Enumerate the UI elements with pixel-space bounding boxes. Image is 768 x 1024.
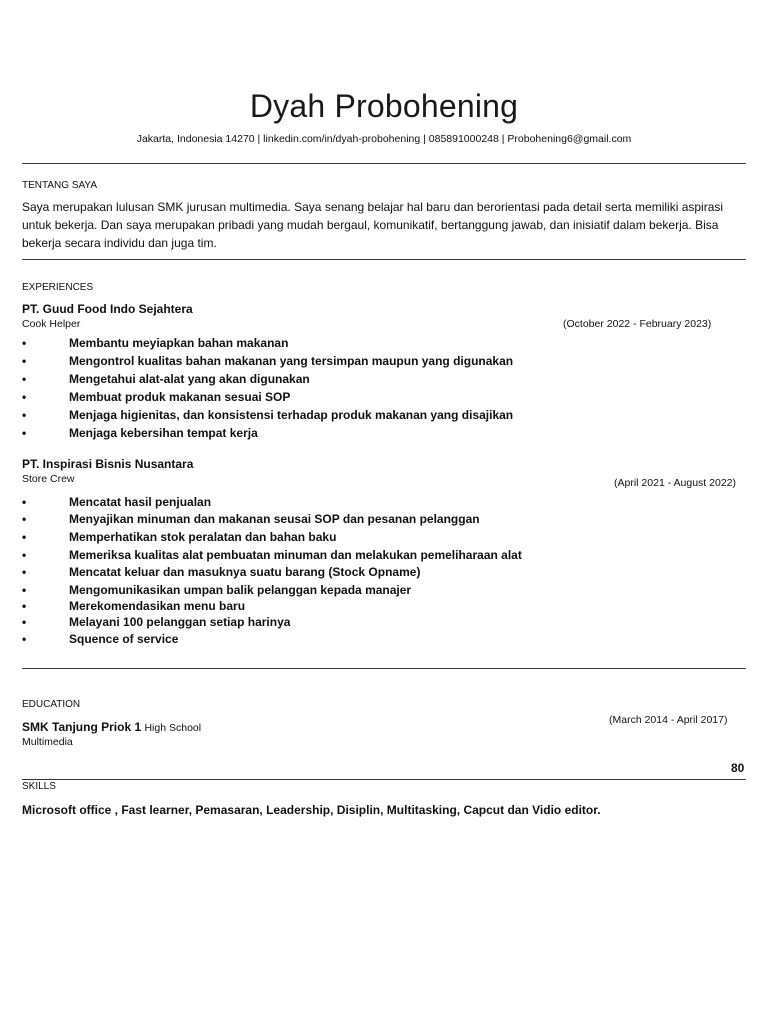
school-level: High School	[144, 722, 202, 734]
job-dates: (October 2022 - February 2023)	[563, 318, 712, 330]
about-heading: TENTANG SAYA	[22, 180, 98, 191]
duty-text: Memeriksa kualitas alat pembuatan minuman dan melakukan pemeliharaan alat	[69, 548, 522, 562]
job-company: PT. Guud Food Indo Sejahtera	[22, 302, 193, 316]
education-entry	[22, 720, 201, 734]
job-role: Store Crew	[22, 473, 75, 485]
bullet: •	[22, 632, 27, 646]
duty-text: Menjaga higienitas, dan konsistensi terhadap produk makanan yang disajikan	[69, 408, 514, 422]
education-major: Multimedia	[22, 736, 73, 748]
duty-text: Mengomunikasikan umpan balik pelanggan kepada manajer	[69, 583, 412, 597]
divider	[22, 163, 746, 164]
duty-text: Mencatat hasil penjualan	[69, 495, 212, 509]
job-role: Cook Helper	[22, 318, 81, 330]
bullet: •	[22, 495, 27, 509]
duty-text: Mengontrol kualitas bahan makanan yang tersimpan maupun yang digunakan	[69, 354, 514, 368]
bullet: •	[22, 615, 27, 629]
bullet: •	[22, 426, 27, 440]
duty-text: Menyajikan minuman dan makanan seusai SOP dan pesanan pelanggan	[69, 512, 480, 526]
contact-line: Jakarta, Indonesia 14270 | linkedin.com/in/dyah-probohening | 085891000248 | Probohening6@gmail.com	[136, 133, 632, 145]
job-dates: (April 2021 - August 2022)	[614, 477, 736, 489]
duty-text: Mengetahui alat-alat yang akan digunakan	[69, 372, 310, 386]
duty-text: Squence of service	[69, 632, 179, 646]
duty-text: Mencatat keluar dan masuknya suatu barang (Stock Opname)	[69, 565, 421, 579]
skills-text: Microsoft office , Fast learner, Pemasaran, Leadership, Disiplin, Multitasking, Capcut dan Vidio editor.	[22, 803, 601, 817]
divider	[22, 668, 746, 669]
bullet: •	[22, 336, 27, 350]
bullet: •	[22, 583, 27, 597]
bullet: •	[22, 548, 27, 562]
duty-text: Membantu meyiapkan bahan makanan	[69, 336, 289, 350]
bullet: •	[22, 354, 27, 368]
school-name: SMK Tanjung Priok 1	[22, 720, 142, 734]
skills-heading: SKILLS	[22, 781, 56, 792]
bullet: •	[22, 512, 27, 526]
candidate-name: Dyah Probohening	[249, 88, 519, 124]
bullet: •	[22, 599, 27, 613]
page-number: 80	[731, 761, 745, 775]
bullet: •	[22, 408, 27, 422]
bullet: •	[22, 530, 27, 544]
duty-text: Membuat produk makanan sesuai SOP	[69, 390, 291, 404]
job-company: PT. Inspirasi Bisnis Nusantara	[22, 457, 194, 471]
duty-text: Merekomendasikan menu baru	[69, 599, 246, 613]
divider	[22, 259, 746, 260]
duty-text: Melayani 100 pelanggan setiap harinya	[69, 615, 291, 629]
bullet: •	[22, 390, 27, 404]
education-dates: (March 2014 - April 2017)	[609, 714, 728, 726]
bullet: •	[22, 565, 27, 579]
education-heading: EDUCATION	[22, 699, 81, 710]
duty-text: Memperhatikan stok peralatan dan bahan baku	[69, 530, 337, 544]
bullet: •	[22, 372, 27, 386]
divider	[22, 779, 746, 780]
duty-text: Menjaga kebersihan tempat kerja	[69, 426, 258, 440]
about-text: Saya merupakan lulusan SMK jurusan multimedia. Saya senang belajar hal baru dan berorientasi pada detail serta memiliki aspirasi untuk bekerja. Dan saya merupakan pribadi yang mudah bergaul, komunikatif, bertanggung jawab, dan inisiatif dalam bekerja. Bisa bekerja secara individu dan juga tim.	[22, 200, 724, 250]
experiences-heading: EXPERIENCES	[22, 282, 94, 293]
